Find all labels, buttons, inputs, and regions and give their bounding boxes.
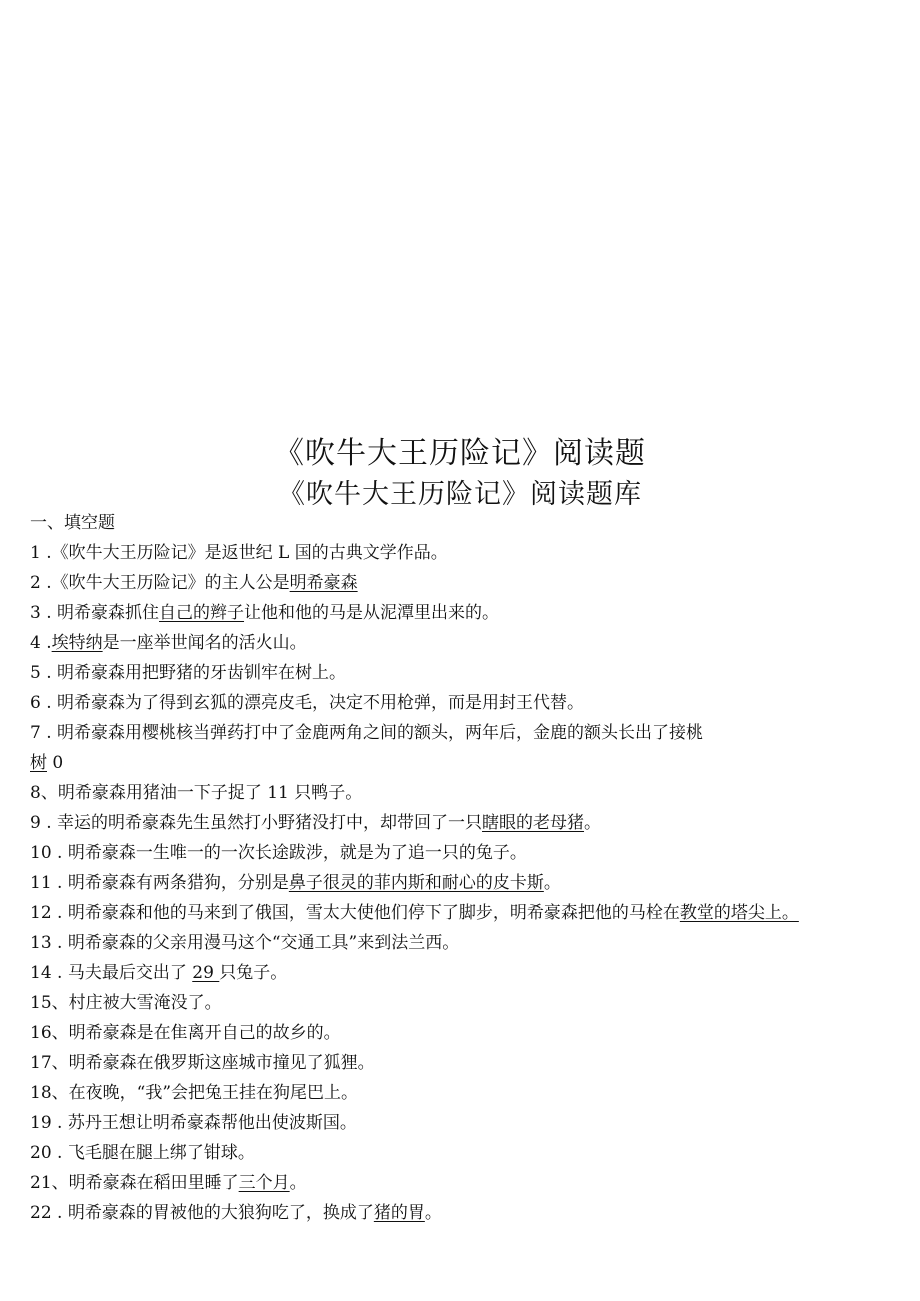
answer-text: 教堂的塔尖上。 — [679, 903, 799, 923]
question-body — [30, 508, 910, 1228]
question-line — [30, 1168, 910, 1198]
answer-text: 树 — [30, 753, 47, 773]
question-line — [30, 838, 910, 868]
answer-text: 鼻子很灵的菲内斯和耐心的皮卡斯 — [288, 873, 544, 893]
question-line — [30, 1018, 910, 1048]
question-text: 3 . 明希豪森抓住 — [30, 603, 160, 623]
question-text: 是一座举世闻名的活火山。 — [102, 633, 307, 653]
question-line — [30, 628, 910, 658]
question-text: 19 . 苏丹王想让明希豪森帮他出使波斯国。 — [30, 1113, 357, 1133]
question-text: 9 . 幸运的明希豪森先生虽然打小野猪没打中，却带回了一只 — [30, 813, 483, 833]
question-text: 只兔子。 — [219, 963, 288, 983]
question-line — [30, 538, 910, 568]
question-text: 12 . 明希豪森和他的马来到了俄国，雪太大使他们停下了脚步，明希豪森把他的马栓在 — [30, 903, 680, 923]
question-text: 5 . 明希豪森用把野猪的牙齿钏牢在树上。 — [30, 663, 347, 683]
question-line — [30, 748, 910, 778]
question-text: 18、在夜晚，“我”会把兔王挂在狗尾巴上。 — [30, 1083, 359, 1103]
question-text: 17、明希豪森在俄罗斯这座城市撞见了狐狸。 — [30, 1053, 375, 1073]
document-subtitle: 《吹牛大王历险记》阅读题库 — [278, 479, 642, 510]
answer-text: 猪的胃 — [373, 1203, 425, 1223]
question-line — [30, 1198, 910, 1228]
question-text: 13 . 明希豪森的父亲用漫马这个“交通工具”来到法兰西。 — [30, 933, 460, 953]
question-line — [30, 988, 910, 1018]
question-text: 0 — [47, 753, 64, 773]
question-line — [30, 778, 910, 808]
question-line — [30, 718, 910, 748]
question-line — [30, 1108, 910, 1138]
answer-text: 瞎眼的老母猪 — [482, 813, 585, 833]
answer-text: 明希豪森 — [289, 573, 358, 593]
question-text: 6 . 明希豪森为了得到玄狐的漂亮皮毛，决定不用枪弹，而是用封王代替。 — [30, 693, 585, 713]
question-text: 22 . 明希豪森的胃被他的大狼狗吃了，换成了 — [30, 1203, 374, 1223]
document-title: 《吹牛大王历险记》阅读题 — [274, 436, 646, 471]
question-text: 11 . 明希豪森有两条猎狗，分别是 — [30, 873, 289, 893]
section-heading: 一、填空题 — [30, 513, 115, 533]
question-line — [30, 658, 910, 688]
answer-text: 埃特纳 — [51, 633, 103, 653]
question-line — [30, 808, 910, 838]
question-text: 。 — [424, 1203, 442, 1223]
question-line — [30, 958, 910, 988]
question-line — [30, 1138, 910, 1168]
answer-text: 自己的辫子 — [159, 603, 245, 623]
question-line — [30, 598, 910, 628]
question-line — [30, 1048, 910, 1078]
question-text: 10 . 明希豪森一生唯一的一次长途跋涉，就是为了追一只的兔子。 — [30, 843, 527, 863]
question-text: 7 . 明希豪森用樱桃核当弹药打中了金鹿两角之间的额头，两年后，金鹿的额头长出了接桃 — [30, 723, 704, 743]
question-text: 1 .《吹牛大王历险记》是返世纪 L 国的古典文学作品。 — [30, 543, 448, 563]
question-text: 。 — [289, 1173, 307, 1193]
question-text: 21、明希豪森在稻田里睡了 — [30, 1173, 239, 1193]
question-text: 。 — [584, 813, 602, 833]
question-text: 让他和他的马是从泥潭里出来的。 — [244, 603, 500, 623]
question-list — [30, 538, 910, 1228]
question-text: 4 . — [30, 633, 52, 653]
question-text: 16、明希豪森是在隹离开自己的故乡的。 — [30, 1023, 341, 1043]
question-line — [30, 1078, 910, 1108]
question-line — [30, 568, 910, 598]
question-text: 2 .《吹牛大王历险记》的主人公是 — [30, 573, 290, 593]
answer-text: 三个月 — [238, 1173, 290, 1193]
question-text: 8、明希豪森用猪油一下子捉了 11 只鸭子。 — [30, 783, 363, 803]
question-text: 15、村庄被大雪淹没了。 — [30, 993, 222, 1013]
question-text: 14 . 马夫最后交出了 — [30, 963, 193, 983]
question-line — [30, 928, 910, 958]
question-line — [30, 898, 910, 928]
answer-text: 29 — [192, 963, 220, 983]
question-line — [30, 868, 910, 898]
question-text: 20 . 飞毛腿在腿上绑了钳球。 — [30, 1143, 255, 1163]
question-text: 。 — [543, 873, 561, 893]
question-line — [30, 688, 910, 718]
